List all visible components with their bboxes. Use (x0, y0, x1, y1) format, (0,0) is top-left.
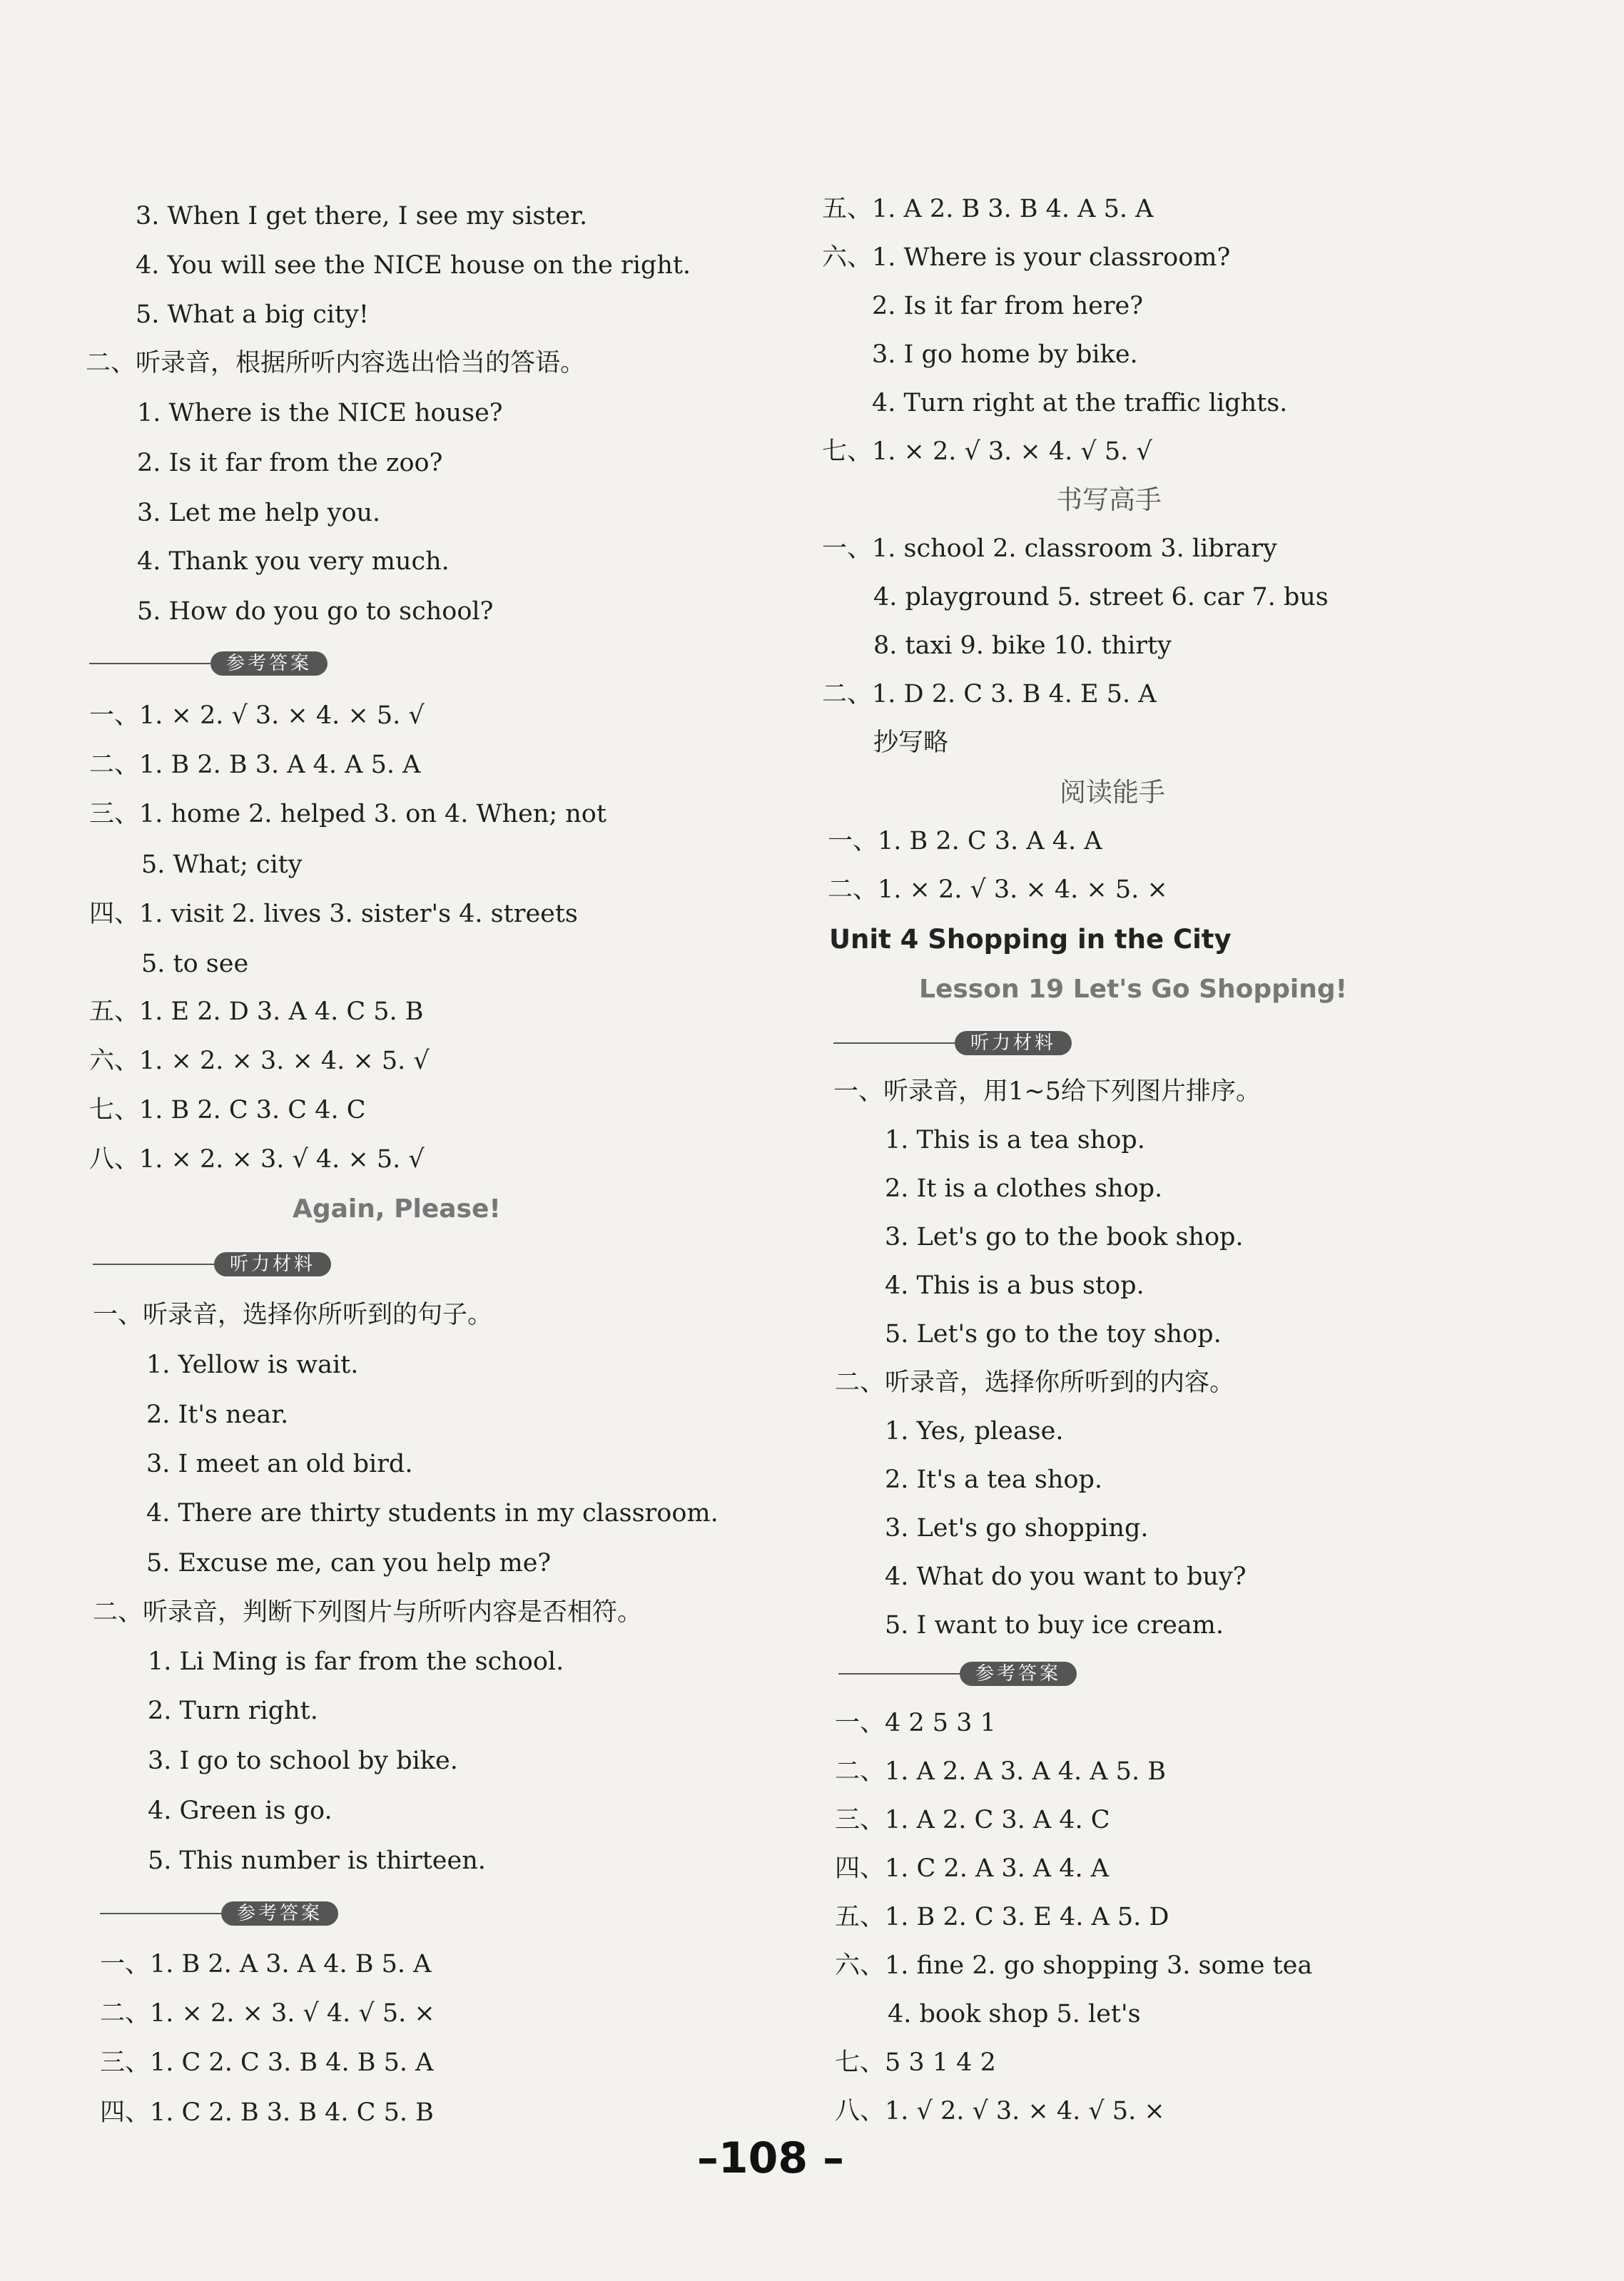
text-line: 2. Is it far from here? (872, 292, 1144, 320)
text-line: 2. Turn right. (148, 1697, 318, 1725)
answer-line: 一、1. B 2. C 3. A 4. A (828, 827, 1102, 855)
answer-line: 五、1. B 2. C 3. E 4. A 5. D (835, 1903, 1169, 1931)
answer-line: 四、1. C 2. B 3. B 4. C 5. B (100, 2098, 434, 2127)
divider-rule (93, 1264, 214, 1265)
listening-badge: 听力材料 (214, 1252, 331, 1276)
text-line: 3. Let's go shopping. (885, 1514, 1149, 1543)
answer-line: 一、1. B 2. A 3. A 4. B 5. A (100, 1950, 432, 1978)
section-title: 二、听录音，根据所听内容选出恰当的答语。 (86, 349, 586, 377)
text-line: 3. When I get there, I see my sister. (136, 202, 588, 230)
answer-line: 六、1. fine 2. go shopping 3. some tea (835, 1951, 1313, 1980)
answer-line: 一、4 2 5 3 1 (835, 1709, 996, 1737)
text-line: 抄写略 (873, 728, 949, 757)
text-line: 3. I go to school by bike. (148, 1747, 458, 1775)
answers-divider (89, 649, 328, 678)
answer-line: 二、1. × 2. √ 3. × 4. × 5. × (828, 875, 1168, 904)
answer-line: 二、1. D 2. C 3. B 4. E 5. A (822, 680, 1157, 708)
text-line: 5. I want to buy ice cream. (885, 1611, 1224, 1640)
answer-line: 二、1. A 2. A 3. A 4. A 5. B (835, 1757, 1166, 1786)
answers-badge: 参考答案 (221, 1901, 338, 1926)
text-line: 2. It's a tea shop. (885, 1465, 1102, 1494)
lesson-title: Lesson 19 Let's Go Shopping! (919, 975, 1348, 1004)
text-line: 5. How do you go to school? (137, 597, 494, 626)
answer-line: 4. book shop 5. let's (888, 2000, 1141, 2028)
text-line: 5. Excuse me, can you help me? (146, 1549, 552, 1578)
answer-line: 八、1. √ 2. √ 3. × 4. √ 5. × (835, 2097, 1165, 2125)
answer-line: 六、1. × 2. × 3. × 4. × 5. √ (89, 1047, 430, 1075)
answer-line: 一、1. school 2. classroom 3. library (822, 534, 1277, 563)
answer-line: 一、1. × 2. √ 3. × 4. × 5. √ (89, 701, 425, 730)
listening-divider (93, 1250, 331, 1279)
answer-line: 8. taxi 9. bike 10. thirty (873, 631, 1172, 660)
answers-divider (100, 1899, 338, 1928)
text-line: 2. Is it far from the zoo? (137, 449, 443, 477)
answer-line: 七、5 3 1 4 2 (835, 2048, 996, 2077)
text-line: 4. You will see the NICE house on the right. (136, 251, 691, 280)
answer-line: 二、1. B 2. B 3. A 4. A 5. A (89, 751, 421, 779)
answer-line: 二、1. × 2. × 3. √ 4. √ 5. × (100, 1999, 435, 2028)
answer-line: 四、1. C 2. A 3. A 4. A (835, 1854, 1110, 1883)
answer-line: 三、1. A 2. C 3. A 4. C (835, 1806, 1110, 1834)
section-title: 一、听录音，选择你所听到的句子。 (93, 1301, 493, 1329)
answers-badge: 参考答案 (210, 651, 328, 676)
answer-line: 七、1. B 2. C 3. C 4. C (89, 1096, 366, 1124)
text-line: 4. Green is go. (148, 1797, 333, 1825)
text-line: 1. This is a tea shop. (885, 1126, 1145, 1154)
answer-line: 四、1. visit 2. lives 3. sister's 4. streets (89, 900, 578, 928)
text-line: 4. Turn right at the traffic lights. (872, 389, 1288, 417)
answer-line: 八、1. × 2. × 3. √ 4. × 5. √ (89, 1145, 425, 1174)
answer-line: 5. to see (141, 950, 249, 978)
answers-badge: 参考答案 (960, 1662, 1077, 1686)
section-title: 二、听录音，判断下列图片与所听内容是否相符。 (93, 1598, 643, 1627)
section-title: 二、听录音，选择你所听到的内容。 (835, 1368, 1235, 1397)
text-line: 4. Thank you very much. (137, 547, 450, 576)
answer-line: 5. What; city (141, 850, 303, 879)
answer-line: 七、1. × 2. √ 3. × 4. √ 5. √ (822, 437, 1152, 466)
text-line: 2. It's near. (146, 1401, 289, 1429)
text-line: 4. This is a bus stop. (885, 1271, 1145, 1300)
again-heading: Again, Please! (293, 1194, 501, 1224)
divider-rule (838, 1673, 960, 1675)
answer-line: 三、1. C 2. C 3. B 4. B 5. A (100, 2048, 434, 2077)
text-line: 3. Let's go to the book shop. (885, 1223, 1244, 1251)
text-line: 1. Li Ming is far from the school. (148, 1647, 564, 1676)
text-line: 2. It is a clothes shop. (885, 1174, 1163, 1203)
section-title: 一、听录音，用1~5给下列图片排序。 (833, 1077, 1261, 1106)
unit-title: Unit 4 Shopping in the City (829, 924, 1232, 955)
text-line: 1. Yellow is wait. (146, 1351, 359, 1379)
divider-rule (833, 1042, 955, 1044)
divider-rule (89, 663, 210, 664)
text-line: 3. I go home by bike. (872, 340, 1138, 369)
text-line: 5. What a big city! (136, 300, 369, 329)
text-line: 5. Let's go to the toy shop. (885, 1320, 1222, 1348)
text-line: 1. Where is the NICE house? (137, 399, 503, 427)
text-line: 3. I meet an old bird. (146, 1450, 413, 1478)
writing-heading: 书写高手 (1056, 484, 1162, 515)
text-line: 4. What do you want to buy? (885, 1563, 1247, 1591)
answer-line: 4. playground 5. street 6. car 7. bus (873, 583, 1329, 611)
text-line: 4. There are thirty students in my classroom. (146, 1499, 719, 1528)
answer-line: 三、1. home 2. helped 3. on 4. When; not (89, 800, 607, 828)
answers-divider (838, 1660, 1077, 1688)
page-number: –108 – (696, 2133, 845, 2183)
answer-line: 五、1. A 2. B 3. B 4. A 5. A (822, 195, 1154, 223)
listening-badge: 听力材料 (955, 1031, 1072, 1055)
answer-line: 六、1. Where is your classroom? (822, 243, 1231, 272)
listening-divider (833, 1029, 1072, 1057)
answer-line: 五、1. E 2. D 3. A 4. C 5. B (89, 997, 424, 1026)
reading-heading: 阅读能手 (1060, 777, 1165, 808)
divider-rule (100, 1913, 221, 1914)
text-line: 1. Yes, please. (885, 1417, 1064, 1446)
text-line: 5. This number is thirteen. (148, 1846, 486, 1875)
text-line: 3. Let me help you. (137, 499, 381, 527)
